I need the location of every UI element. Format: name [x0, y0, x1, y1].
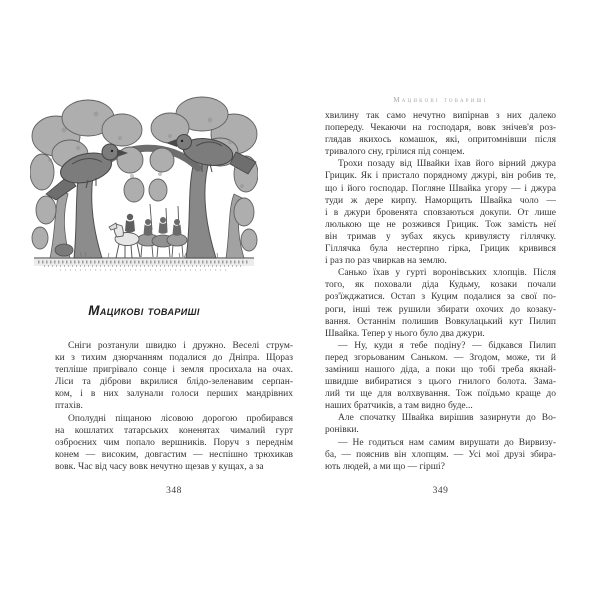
text-line: Трохи позаду від Швайки їхав його вірний джура: [338, 159, 556, 170]
paragraph: [325, 340, 556, 413]
text-line: ки з тихим дзюрчанням подалися до Дніпра. Щораз: [55, 353, 293, 364]
text-line: ба, — пояснив він хлопцям. — Усі мої друзі збира-: [325, 449, 556, 460]
text-line: туди ж дере кирпу. Наморщить Швайка чоло —: [325, 195, 556, 206]
text-line: роз'їжджатися. Остап з Куцим подалися за свої по-: [325, 292, 556, 303]
body-text-right: [325, 110, 556, 473]
chapter-title: Мацикові товариші: [88, 303, 200, 318]
text-line: швидше вибиратися з цього гнилого болота. Зама-: [325, 377, 556, 388]
text-line: тепліше пригрівало сонце і земля просихала на очах.: [55, 365, 293, 376]
text-line: конем — високим, довгастим — неспішно трюхикав: [55, 449, 293, 460]
ground-hatching: [34, 257, 254, 270]
text-line: глядав якихось комашок, які, опритомнівши після: [325, 135, 556, 146]
text-line: попереду. Чекаючи на господаря, вовк знічев'я роз-: [325, 123, 556, 134]
page-number-right: 349: [432, 486, 449, 496]
text-line: Але спочатку Швайка вирішив зазирнути до Во-: [338, 413, 556, 424]
text-line: і в джури бровенята сповзаються докупи. От лише: [325, 207, 556, 218]
text-line: вовк. Час від часу вовк нечутно щезав у кущах, а за: [55, 461, 264, 472]
text-line: озброєних чим попало вершників. Поруч з переднім: [55, 437, 293, 448]
text-line: люлькою ще не розжився Грицик. Тож замість неї: [325, 219, 556, 230]
running-header: Мацикові товариші: [393, 96, 488, 104]
text-line: ком, і в них залунали голоси перших мандрівних: [55, 389, 293, 400]
text-line: Сніги розтанули швидко і дружно. Веселі струм-: [68, 341, 293, 351]
text-line: заміниш нашого діда, а поки що тобі треба якнай-: [325, 364, 556, 375]
text-line: Санько їхав у гурті воронівських хлопців. Після: [338, 268, 556, 279]
text-line: він тримав у зубах якусь кривулясту гіллячку.: [325, 231, 556, 242]
paragraph: [55, 340, 293, 413]
text-line: і раз по раз чвиркав на землю.: [325, 256, 447, 267]
text-line: Гіллячка була нестерпно гірка, Грицик кривився: [325, 244, 556, 255]
paragraph: [325, 267, 556, 340]
text-line: птахів.: [55, 401, 83, 412]
page-number-left: 348: [166, 486, 182, 496]
text-line: ронівки.: [325, 425, 359, 436]
text-line: лий ти ще для волхвування. Тож поїдьмо краще до: [325, 389, 556, 400]
text-line: — Ну, куди я тебе подіну? — бідкався Пилип: [338, 340, 556, 351]
chapter-illustration: [30, 90, 258, 278]
text-line: на кошлатих татарських коненятах чималий гурт: [55, 425, 293, 436]
paragraph: [325, 110, 556, 158]
text-line: Швайка. Тепер у нього було два джури.: [325, 328, 485, 339]
bush: [55, 244, 73, 256]
text-line: роги, інші теж рушили збирати охочих до козаку-: [325, 304, 556, 315]
paragraph: [325, 437, 556, 473]
text-line: тривалого сну, грілися під сонцем.: [325, 147, 465, 158]
text-line: що і його господар. Погляне Швайка угору — і джура: [325, 183, 556, 194]
paragraph: [325, 158, 556, 267]
text-line: — Не годиться нам самим вирушати до Вирвизу-: [338, 437, 556, 448]
text-line: Грицик. Як і пристало порядному джурі, він робив те,: [325, 171, 556, 182]
woodcut-birds-trees-riders-image: [30, 90, 258, 278]
text-line: перед згорьованим Саньком. — Згодом, може, ти й: [325, 352, 556, 363]
text-line: наших братчиків, а там видно буде...: [325, 401, 473, 412]
text-line: того, як поховали діда Кудьму, козаки почали: [325, 280, 556, 291]
riders-group: [109, 204, 187, 258]
paragraph: [55, 413, 293, 473]
text-line: Ліси та діброви вкрилися блідо-зеленавим серпан-: [55, 377, 293, 388]
text-line: хвилину так само нечутно випірнав з них далеко: [325, 111, 556, 121]
body-text-left: [55, 340, 293, 473]
text-line: ють людей, а ми що — гірші?: [325, 461, 445, 472]
text-line: Ополудні піщаною лісовою дорогою пробирався: [68, 413, 293, 424]
paragraph: [325, 412, 556, 436]
text-line: вання. Останнім полишив Вовкулацький кут Пилип: [325, 316, 556, 327]
